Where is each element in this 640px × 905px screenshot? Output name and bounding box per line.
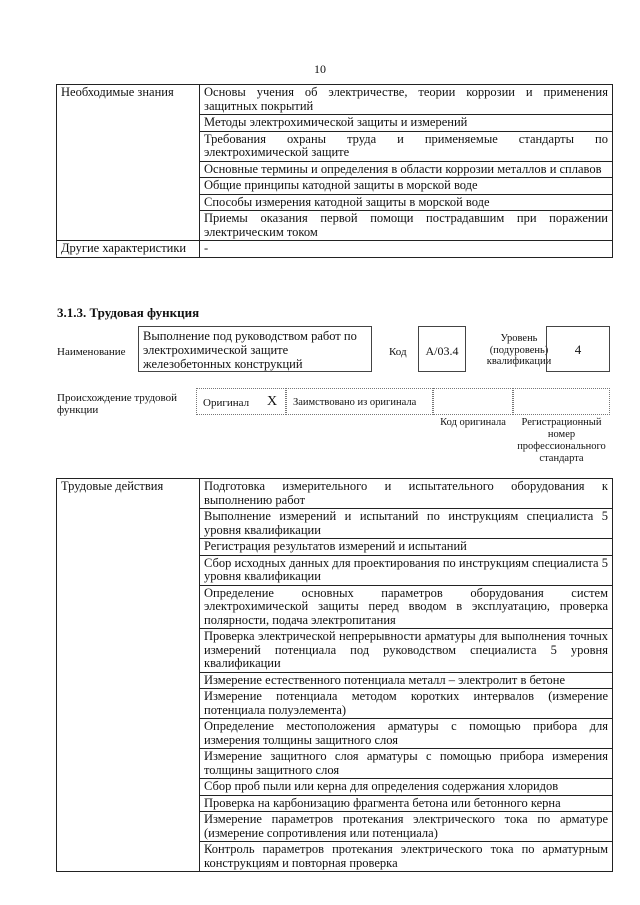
code-original-caption: Код оригинала	[440, 417, 506, 428]
name-label: Наименование	[57, 346, 126, 358]
function-code: A/03.4	[418, 326, 466, 372]
page-number: 10	[314, 62, 326, 76]
knowledge-table	[56, 84, 613, 258]
original-mark: X	[267, 394, 278, 409]
action-item: Измерение параметров протекания электрического тока по арматуре (измерение сопротивления или потенциала)	[200, 812, 613, 842]
knowledge-item: Основные термины и определения в области коррозии металлов и сплавов	[200, 161, 613, 178]
action-item: Проверка электрической непрерывности арматуры для выполнения точных измерений потенциала под руководством специалиста 5 уровня квалификации	[200, 629, 613, 673]
action-item: Определение местоположения арматуры с помощью прибора для измерения толщины защитного слоя	[200, 719, 613, 749]
knowledge-item: Приемы оказания первой помощи пострадавшим при поражении электрическим током	[200, 211, 613, 241]
action-item: Проверка на карбонизацию фрагмента бетона или бетонного керна	[200, 795, 613, 812]
action-item: Определение основных параметров оборудования систем электрохимической защиты перед вводом в эксплуатацию, проверка полярности, подача электропитания	[200, 585, 613, 629]
knowledge-item: Способы измерения катодной защиты в морской воде	[200, 194, 613, 211]
other-characteristics-value: -	[200, 241, 613, 258]
reg-number-cell	[513, 388, 610, 415]
code-original-cell	[433, 388, 513, 415]
knowledge-item: Требования охраны труда и применяемые стандарты по электрохимической защите	[200, 131, 613, 161]
action-item: Измерение защитного слоя арматуры с помощью прибора измерения толщины защитного слоя	[200, 749, 613, 779]
action-item: Измерение естественного потенциала металл – электролит в бетоне	[200, 672, 613, 689]
code-label: Код	[389, 346, 407, 358]
original-cell	[196, 388, 286, 415]
origin-label: Происхождение трудовой функции	[57, 392, 178, 416]
action-item: Выполнение измерений и испытаний по инструкциям специалиста 5 уровня квалификации	[200, 509, 613, 539]
knowledge-item: Общие принципы катодной защиты в морской воде	[200, 178, 613, 195]
reg-number-caption: Регистрационный номер профессионального стандарта	[517, 417, 606, 464]
section-heading: 3.1.3. Трудовая функция	[57, 305, 200, 320]
action-item: Регистрация результатов измерений и испытаний	[200, 539, 613, 556]
actions-label: Трудовые действия	[57, 479, 200, 872]
knowledge-item: Основы учения об электричестве, теории коррозии и применения защитных покрытий	[200, 85, 613, 115]
borrowed-label: Заимствовано из оригинала	[293, 397, 417, 408]
function-name: Выполнение под руководством работ по электрохимической защите железобетонных конструкций	[138, 326, 372, 372]
actions-table	[56, 478, 613, 872]
level-value: 4	[546, 326, 610, 372]
knowledge-label: Необходимые знания	[57, 85, 200, 241]
action-item: Контроль параметров протекания электрического тока по арматурным конструкциям и повторная проверка	[200, 842, 613, 872]
other-characteristics-label: Другие характеристики	[57, 241, 200, 258]
original-label: Оригинал	[203, 397, 250, 409]
action-item: Подготовка измерительного и испытательного оборудования к выполнению работ	[200, 479, 613, 509]
borrowed-cell	[286, 388, 433, 415]
action-item: Сбор исходных данных для проектирования по инструкциям специалиста 5 уровня квалификации	[200, 555, 613, 585]
level-label: Уровень (подуровень) квалификации	[486, 333, 552, 367]
action-item: Измерение потенциала методом коротких интервалов (измерение потенциала полуэлемента)	[200, 689, 613, 719]
action-item: Сбор проб пыли или керна для определения содержания хлоридов	[200, 779, 613, 796]
knowledge-item: Методы электрохимической защиты и измерений	[200, 115, 613, 132]
